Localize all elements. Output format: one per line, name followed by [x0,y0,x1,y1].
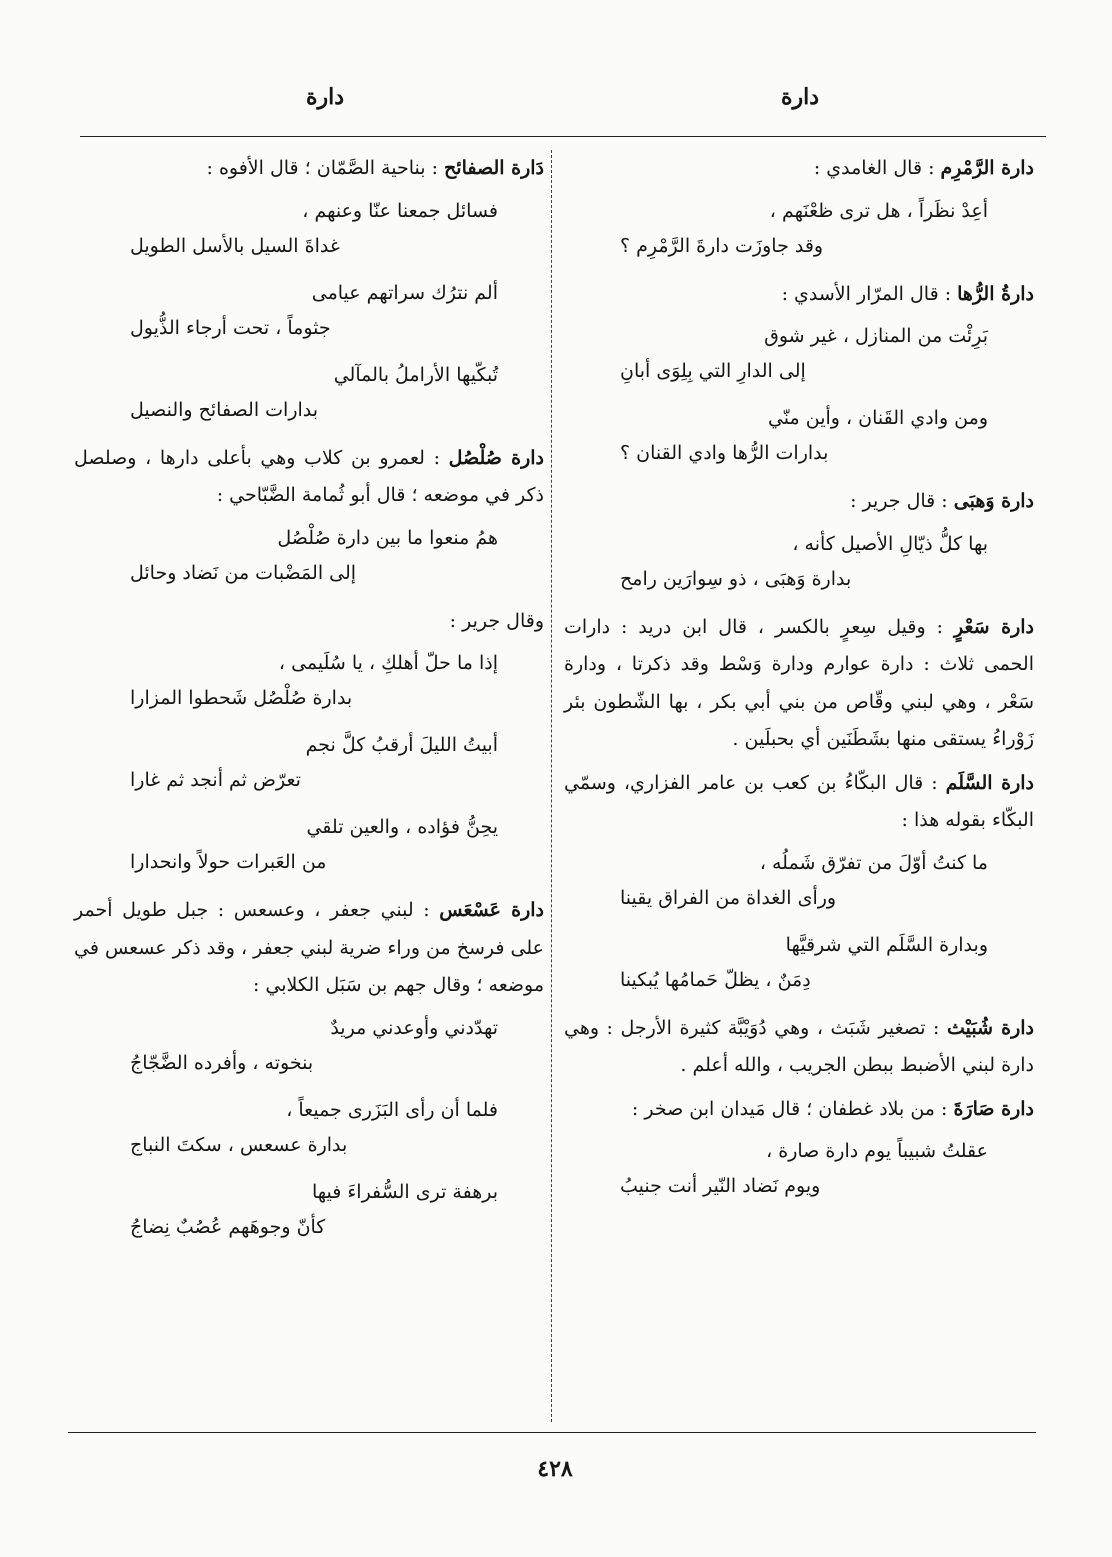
verse-line: عقلتُ شبيباً يوم دارة صارة ، [766,1140,988,1162]
dictionary-entry [564,483,1034,521]
dictionary-entry [564,276,1034,314]
verse-line: ورأى الغداة من الفراق يقينا [620,886,837,909]
verse-line: إذا ما حلّ أهلكِ ، يا سُلَيمى ، [278,652,498,674]
verse-line: بدارة عسعس ، سكتَ النباج [130,1133,348,1156]
verse-line: بدارات الرُّها وادي القنان ؟ [620,442,829,464]
verse-line: كأنّ وجوهَهم عُصُبٌ نِضاجُ [130,1215,326,1238]
poem-verse [564,194,1034,264]
entry-headword: دارة صَارَةَ [953,1097,1034,1120]
verse-line: وبدارة السَّلَم التي شرقيَّها [785,933,988,956]
poem-verse [74,810,544,880]
poem-verse [74,646,544,716]
verse-line: همُ منعوا ما بين دارة صُلْصُل [277,526,498,549]
dictionary-entry [564,609,1034,759]
verse-line: أبيتُ الليلَ أرقبُ كلَّ نجم [305,734,498,756]
dictionary-entry [564,765,1034,840]
verse-line: إلى المَضْبات من نَضاد وحائل [130,561,357,584]
running-header-right: دارة [780,84,820,110]
left-column [74,150,544,1257]
verse-line: غداةَ السيل بالأسل الطويل [130,234,340,257]
entry-headword: دارة شُبَيْث [946,1016,1035,1039]
entry-headword: دارة صُلْصُل [448,446,544,469]
right-column [564,150,1034,1216]
verse-line: من العَبرات حولاً وانحدارا [130,851,327,873]
verse-line: ما كنتُ أوّلَ من تفرّق شَملُه ، [759,851,988,874]
verse-line: ومن وادي القَنان ، وأين منّي [767,407,988,429]
dictionary-entry [74,892,544,1005]
poem-verse [74,1093,544,1163]
entry-text: : قال الغامدي : [813,157,941,179]
poem-verse [74,194,544,264]
dictionary-entry [564,150,1034,188]
column-divider [551,150,552,1422]
entry-headword: دَارة الصفائح [444,157,544,179]
verse-line: بدارات الصفائح والنصيل [130,398,319,421]
verse-line: أعِدْ نظَراً ، هل ترى ظعْنَهم ، [769,199,988,222]
poem-verse [564,1134,1034,1204]
verse-line: تعرّض ثم أنجد ثم غارا [130,769,301,791]
entry-text: : تصغير شَبَث ، وهي دُوَيْبَّة كثيرة الأرجل : وهي دارة لبني الأضبط ببطن الجريب ، والله أعلم . [564,1016,1034,1076]
verse-line: تهدّدني وأوعدني مريدٌ [330,1016,498,1039]
running-header-left: دارة [305,84,345,110]
poem-verse [564,527,1034,597]
dictionary-entry [74,150,544,188]
entry-text: : من بلاد غطفان ؛ قال مَيدان ابن صخر : [631,1097,954,1120]
verse-line: بها كلُّ ذيّالِ الأصيل كأنه ، [792,532,988,555]
dictionary-entry [74,603,544,641]
entry-text: وقال جرير : [449,609,544,632]
verse-line: فسائل جمعنا عنّا وعنهم ، [302,199,498,222]
verse-line: بَرِئْت من المنازل ، غير شوق [764,325,988,347]
verse-line: ألم نترُك سراتهم عيامى [311,281,498,304]
verse-line: ويوم نَضاد النّير أنت جنيبُ [620,1175,821,1197]
poem-verse [74,358,544,428]
dictionary-entry [74,440,544,515]
verse-line: وقد جاوزَت دارةَ الرَّمْرِم ؟ [620,234,824,257]
entry-headword: دارة وَهبَى [953,490,1034,512]
poem-verse [74,1011,544,1081]
entry-text: : لعمرو بن كلاب وهي بأعلى دارها ، وصلصل ذكر في موضعه ؛ قال أبو ثُمامة الضَّبّاحي : [74,446,544,506]
dictionary-entry [564,1091,1034,1129]
verse-line: يحِنُّ فؤاده ، والعين تلقي [306,816,498,838]
top-rule [80,136,1046,137]
entry-headword: دارةُ الرُّها [957,282,1034,305]
poem-verse [564,401,1034,471]
verse-line: بنخوته ، وأفرده الضَّجّاجُ [130,1051,314,1074]
poem-verse [74,276,544,346]
bottom-rule [68,1432,1036,1433]
entry-headword: دارة سَعْرٍ [954,615,1034,638]
entry-headword: دارة السَّلَم [945,771,1035,794]
entry-text: : لبني جعفر ، وعسعس : جبل طويل أحمر على فرسخ من وراء ضرية لبني جعفر ، وقد ذكر عسعس في موضعه ؛ وقال جهم بن سَبَل الكلابي : [74,899,544,996]
verse-line: إلى الدارِ التي بِلِوَى أبانِ [620,360,806,382]
dictionary-entry [564,1010,1034,1085]
entry-text: : وقيل سِعرٍ بالكسر ، قال ابن دريد : دارات الحمى ثلاث : دارة عوارم ودارة وَسْط وقد ذكرتا ، ودارة سَعْر ، وهي لبني وقّاص من بني أبي بكر ، بها الشّطون بئر زَوْراءُ يستقى منها بشَطَنَين أي بحبلَين . [564,615,1034,750]
entry-text: : قال المرّار الأسدي : [781,282,958,305]
verse-line: برهفة ترى السُّفراءَ فيها [311,1180,498,1203]
verse-line: جثوماً ، تحت أرجاء الذُّيول [130,316,331,339]
entry-text: : قال جرير : [850,490,954,512]
poem-verse [74,728,544,798]
page-number: ٤٢٨ [537,1456,573,1482]
poem-verse [564,846,1034,916]
verse-line: بدارة صُلْصُل شَحطوا المزارا [130,687,353,709]
poem-verse [74,521,544,591]
poem-verse [564,928,1034,998]
entry-headword: دارة عَسْعَس [439,899,544,921]
verse-line: تُبكّيها الأراملُ بالمآلي [333,363,498,386]
poem-verse [564,319,1034,389]
entry-headword: دارة الرَّمْرِم [940,157,1034,179]
verse-line: فلما أن رأى البَزَرى جميعاً ، [286,1098,498,1121]
verse-line: بدارة وَهبَى ، ذو سِوارَين رامح [620,567,852,590]
entry-text: : قال البكّاءُ بن كعب بن عامر الفزاري، وسمّي البكّاء بقوله هذا : [564,771,1034,831]
verse-line: دِمَنٌ ، يظلّ حَمامُها يُبكينا [620,968,811,991]
poem-verse [74,1175,544,1245]
entry-text: : بناحية الصَّمّان ؛ قال الأفوه : [206,157,445,179]
